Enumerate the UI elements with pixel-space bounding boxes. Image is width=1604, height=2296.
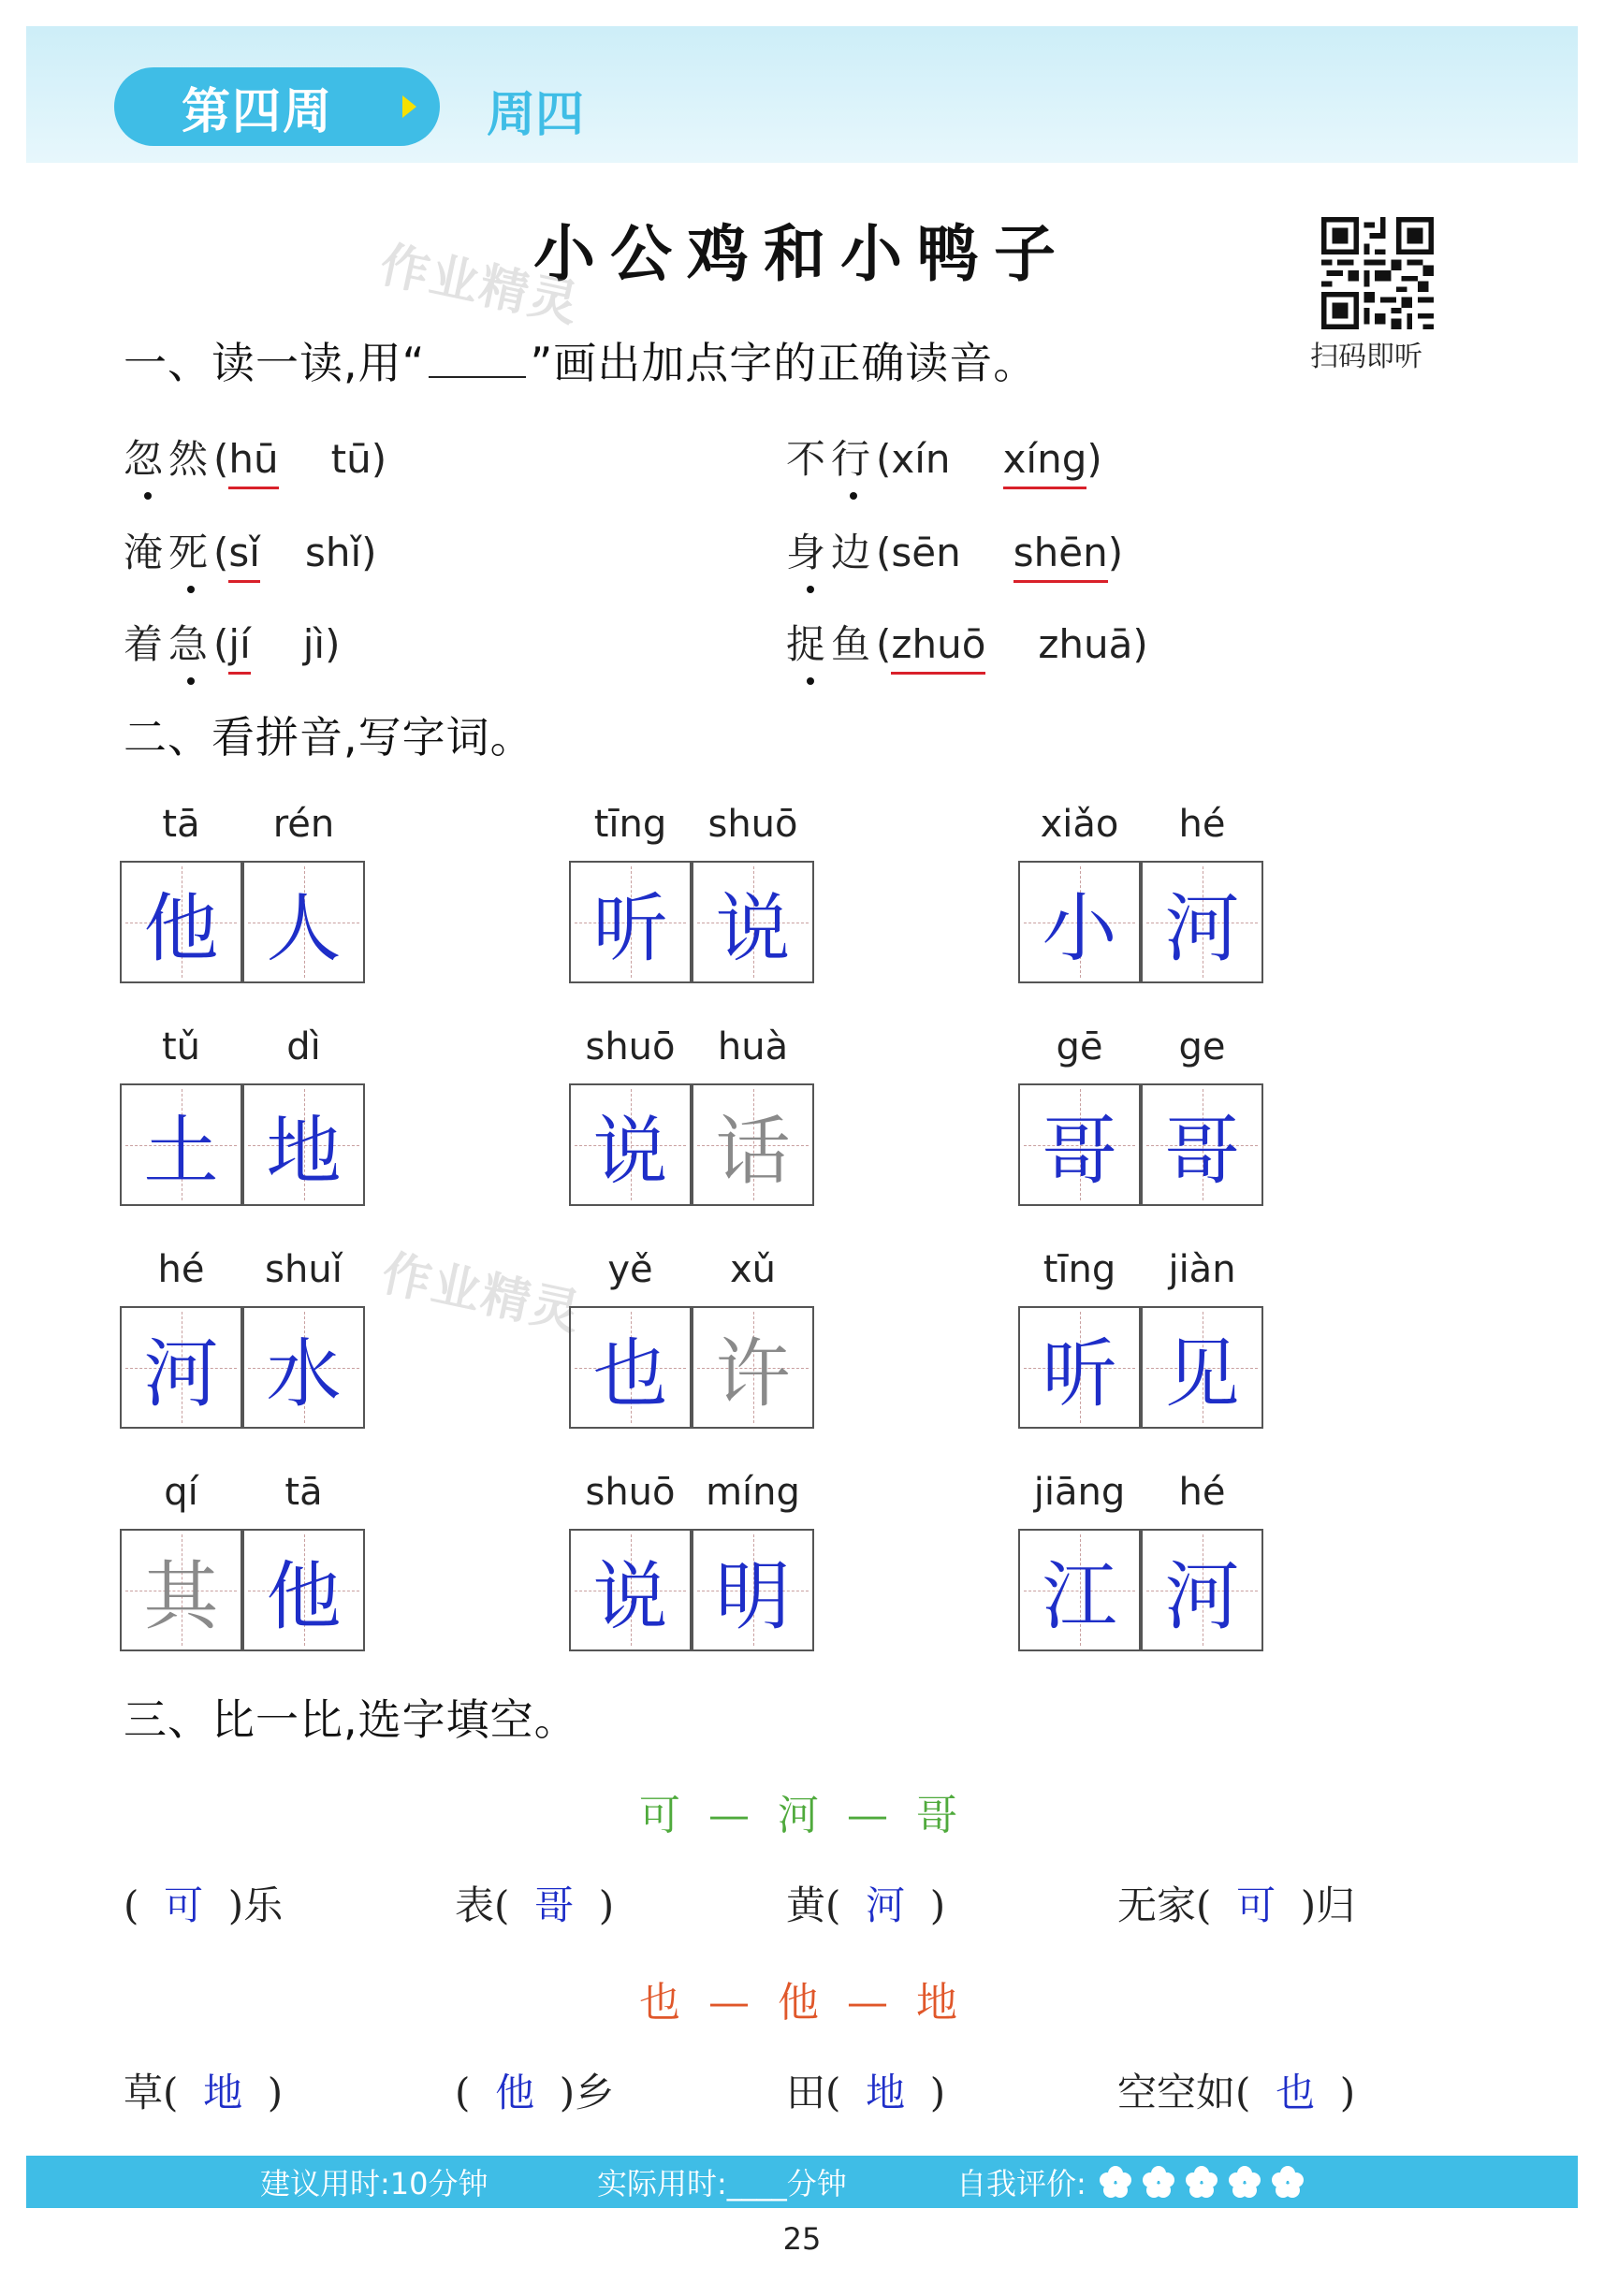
pinyin-option[interactable]: sēn [891,530,961,575]
writing-box[interactable]: 人 [242,861,365,983]
pinyin-option-selected[interactable]: sǐ [228,530,260,575]
heading-text: ”画出加点字的正确读音。 [530,338,1038,388]
qr-code-icon[interactable] [1321,217,1434,329]
writing-box[interactable]: 他 [242,1529,365,1651]
writing-box[interactable]: 小 [1018,861,1141,983]
pronunciation-word: 捉鱼 [786,621,877,667]
paren: ) [361,530,377,575]
writing-box[interactable]: 听 [1018,1306,1141,1429]
pinyin-option-selected[interactable]: zhuō [891,621,986,667]
pronunciation-item [124,429,386,485]
writing-box[interactable]: 也 [569,1306,692,1429]
pronunciation-item [786,429,1102,485]
dot-mark [807,677,814,685]
flower-icon[interactable] [1097,2163,1134,2201]
rating-stars [1097,2163,1306,2201]
pinyin-option[interactable]: jì [302,621,326,667]
week-label: 第四周 [114,67,440,146]
dot-mark [850,492,857,500]
watermark: 作业精灵 [376,1245,587,1343]
dot-mark [187,586,195,593]
writing-box[interactable]: 哥 [1141,1083,1263,1206]
writing-box[interactable]: 明 [692,1529,814,1651]
pinyin-label: gē [1056,1025,1103,1068]
fill-blank-item: 草( 地 ) [124,2070,284,2115]
fill-answer[interactable]: 河 [866,1882,906,1928]
writing-box[interactable]: 地 [242,1083,365,1206]
pinyin-label: míng [706,1471,800,1514]
writing-cell [1018,1471,1263,1640]
writing-cell [569,1248,814,1417]
fill-answer[interactable]: 地 [203,2070,243,2115]
paren: ( [213,530,229,575]
writing-cell [120,803,365,972]
pinyin-option-selected[interactable]: shēn [1013,530,1108,575]
paren: ( [876,621,892,667]
pronunciation-word: 身边 [786,530,877,575]
compare-group-1: 可 — 河 — 哥 [639,1792,965,1839]
fill-answer[interactable]: 哥 [534,1882,575,1928]
paren: ) [1086,436,1102,482]
writing-cell [569,1025,814,1195]
pinyin-label: yě [607,1248,653,1291]
fill-answer[interactable]: 可 [1236,1882,1276,1928]
paren: ( [876,436,892,482]
pinyin-label: tīng [593,803,667,846]
page-number: 25 [782,2221,822,2257]
writing-box[interactable]: 许 [692,1306,814,1429]
pinyin-label: dì [286,1025,321,1068]
compare-group-2: 也 — 他 — 地 [639,1979,965,2027]
pronunciation-item [124,614,340,670]
writing-cell [569,803,814,972]
pronunciation-item [124,522,377,578]
blank-line [429,338,526,378]
footer-band [26,2156,1578,2208]
writing-box[interactable]: 水 [242,1306,365,1429]
writing-box[interactable]: 河 [120,1306,242,1429]
writing-box[interactable]: 他 [120,861,242,983]
pinyin-label: tā [162,803,200,846]
dot-mark [807,586,814,593]
writing-box[interactable]: 河 [1141,1529,1263,1651]
writing-cell [120,1025,365,1195]
pinyin-option-selected[interactable]: xíng [1002,436,1087,482]
actual-time[interactable]: 实际用时:____分钟 [597,2166,847,2202]
paren: ) [371,436,387,482]
pinyin-label: shuō [585,1471,676,1514]
writing-cell [569,1471,814,1640]
writing-box[interactable]: 见 [1141,1306,1263,1429]
pinyin-label: hé [1178,803,1226,846]
pronunciation-word: 淹死 [124,530,214,575]
flower-icon[interactable] [1140,2163,1177,2201]
pinyin-label: tīng [1043,1248,1116,1291]
pinyin-label: shuǐ [265,1248,343,1291]
pronunciation-item [786,522,1123,578]
pinyin-label: xǔ [729,1248,777,1291]
pinyin-label: hé [157,1248,205,1291]
pinyin-label: shuō [585,1025,676,1068]
section2-heading: 二、看拼音,写字词。 [124,712,534,763]
writing-box[interactable]: 土 [120,1083,242,1206]
writing-box[interactable]: 其 [120,1529,242,1651]
fill-blank-item: 空空如( 也 ) [1117,2070,1356,2115]
pinyin-label: jiàn [1168,1248,1236,1291]
fill-blank-item: 黄( 河 ) [786,1882,946,1928]
writing-cell [1018,803,1263,972]
fill-blank-item: ( 他 )乡 [455,2070,615,2115]
paren: ( [213,621,229,667]
pinyin-label: huà [717,1025,789,1068]
writing-box[interactable]: 江 [1018,1529,1141,1651]
flower-icon[interactable] [1269,2163,1306,2201]
pinyin-option[interactable]: zhuā [1038,621,1133,667]
section3-heading: 三、比一比,选字填空。 [124,1694,578,1745]
pronunciation-word: 不行 [786,436,877,482]
section1-heading [124,329,1037,391]
writing-cell [1018,1025,1263,1195]
fill-answer[interactable]: 可 [164,1882,204,1928]
pinyin-label: xiǎo [1040,803,1119,846]
pronunciation-item [786,614,1148,670]
pinyin-label: qí [164,1471,198,1514]
pinyin-label: tā [284,1471,323,1514]
writing-box[interactable]: 河 [1141,861,1263,983]
dot-mark [187,677,195,685]
pinyin-option-selected[interactable]: jí [228,621,251,667]
fill-answer[interactable]: 他 [495,2070,535,2115]
day-label: 周四 [487,87,585,143]
arrow-icon [402,95,416,118]
pinyin-label: tǔ [161,1025,201,1068]
fill-blank-item: 表( 哥 ) [455,1882,615,1928]
fill-answer[interactable]: 地 [866,2070,906,2115]
heading-text: 一、读一读,用“ [124,338,426,388]
writing-cell [120,1248,365,1417]
writing-box[interactable]: 听 [569,861,692,983]
fill-blank-item: ( 可 )乐 [124,1882,284,1928]
paren: ) [1107,530,1124,575]
pronunciation-word: 着急 [124,621,214,667]
flower-icon[interactable] [1183,2163,1220,2201]
pinyin-option[interactable]: tū [330,436,372,482]
writing-box[interactable]: 说 [569,1083,692,1206]
writing-cell [1018,1248,1263,1417]
suggested-time: 建议用时:10分钟 [260,2166,488,2202]
watermark: 作业精灵 [374,237,585,334]
paren: ) [325,621,341,667]
pinyin-label: jiāng [1033,1471,1126,1514]
writing-cell [120,1471,365,1640]
fill-blank-item: 田( 地 ) [786,2070,946,2115]
page-title: 小公鸡和小鸭子 [533,217,1071,290]
pinyin-label: ge [1178,1025,1226,1068]
pinyin-label: shuō [707,803,798,846]
self-evaluation-label: 自我评价: [956,2166,1086,2202]
writing-box[interactable]: 说 [692,861,814,983]
writing-box[interactable]: 说 [569,1529,692,1651]
pronunciation-word: 忽然 [124,436,214,482]
flower-icon[interactable] [1226,2163,1263,2201]
paren: ( [876,530,892,575]
paren: ( [213,436,229,482]
pinyin-label: hé [1178,1471,1226,1514]
writing-box[interactable]: 哥 [1018,1083,1141,1206]
pinyin-option[interactable]: shǐ [304,530,362,575]
writing-box[interactable]: 话 [692,1083,814,1206]
fill-blank-item: 无家( 可 )归 [1117,1882,1356,1928]
dot-mark [144,492,152,500]
fill-answer[interactable]: 也 [1276,2070,1316,2115]
pinyin-option-selected[interactable]: hū [228,436,279,482]
qr-caption: 扫码即听 [1310,341,1422,373]
pinyin-option[interactable]: xín [891,436,951,482]
paren: ) [1132,621,1148,667]
pinyin-label: rén [272,803,335,846]
